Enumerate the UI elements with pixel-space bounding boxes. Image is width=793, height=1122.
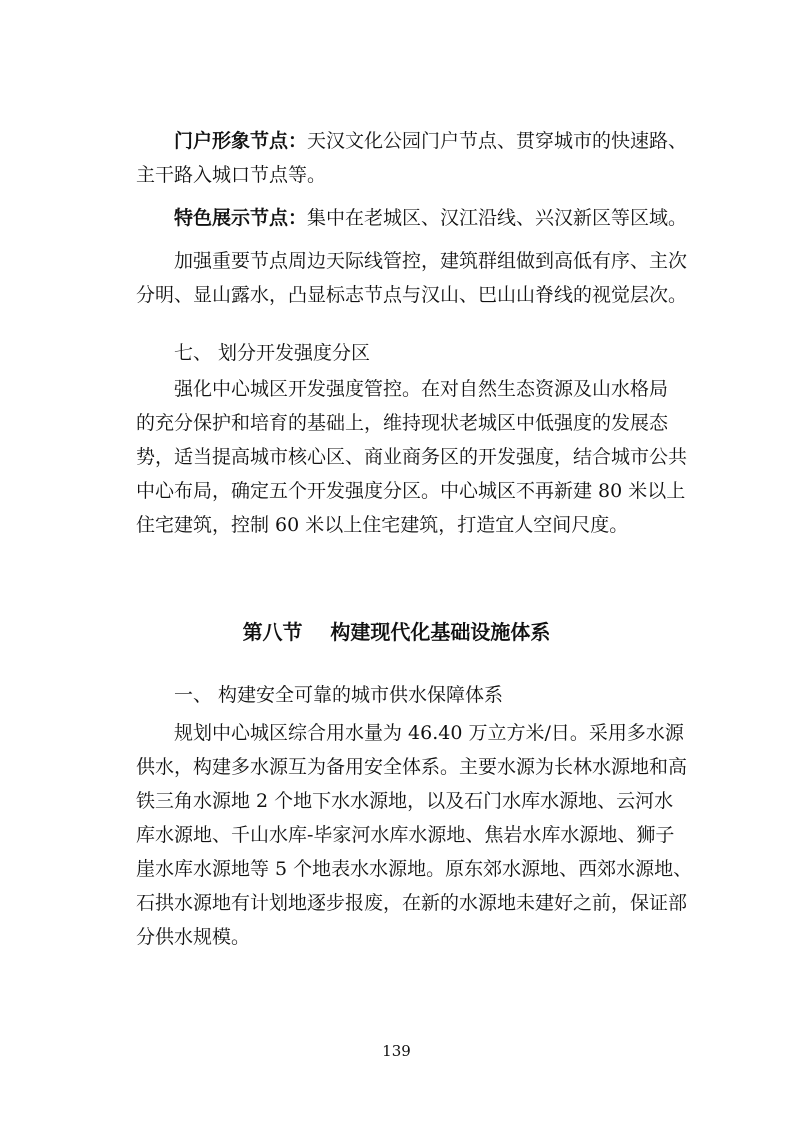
text-line: 石拱水源地有计划地逐步报废，在新的水源地未建好之前，保证部 [136, 892, 688, 914]
paragraph-gateway-nodes [136, 124, 696, 192]
text-line: 势，适当提高城市核心区、商业商务区的开发强度，结合城市公共 [136, 446, 688, 468]
heading-development-intensity [136, 336, 696, 370]
text-line: 库水源地、千山水库-毕家河水库水源地、焦岩水库水源地、狮子 [136, 824, 675, 846]
subheading: 一、 构建安全可靠的城市供水保障体系 [174, 684, 504, 706]
heading-water-supply [136, 678, 696, 712]
text-span: 天汉文化公园门户节点、贯穿城市的快速路、 [307, 130, 688, 152]
paragraph-water-sources [136, 716, 696, 954]
text-line: 分供水规模。 [136, 926, 251, 948]
paragraph-intensity-zones [136, 372, 696, 542]
subheading: 七、 划分开发强度分区 [174, 342, 371, 364]
text-line: 中心布局，确定五个开发强度分区。中心城区不再新建 80 米以上 [136, 480, 686, 502]
text-line: 的充分保护和培育的基础上，维持现状老城区中低强度的发展态 [136, 412, 669, 434]
paragraph-skyline-control [136, 244, 696, 312]
text-line: 分明、显山露水，凸显标志节点与汉山、巴山山脊线的视觉层次。 [136, 284, 688, 306]
text-line: 崖水库水源地等 5 个地表水水源地。原东郊水源地、西郊水源地、 [136, 858, 693, 880]
text-line [136, 201, 696, 235]
text-line: 主干路入城口节点等。 [136, 164, 327, 186]
text-line: 铁三角水源地 2 个地下水水源地，以及石门水库水源地、云河水 [136, 790, 674, 812]
paragraph-feature-nodes [136, 201, 696, 235]
text-line: 规划中心城区综合用水量为 46.40 万立方米/日。采用多水源 [174, 722, 684, 744]
bold-lead: 门户形象节点： [174, 130, 308, 152]
text-line: 强化中心城区开发强度管控。在对自然生态资源及山水格局 [174, 378, 669, 400]
bold-lead: 特色展示节点： [174, 207, 308, 229]
page-number: 139 [382, 1042, 411, 1060]
section-title: 第八节 构建现代化基础设施体系 [242, 620, 551, 644]
text-line: 供水，构建多水源互为备用安全体系。主要水源为长林水源地和高 [136, 756, 688, 778]
text-line: 住宅建筑，控制 60 米以上住宅建筑，打造宜人空间尺度。 [136, 514, 629, 536]
text-span: 集中在老城区、汉江沿线、兴汉新区等区域。 [307, 207, 688, 229]
text-line [136, 124, 696, 158]
text-line: 加强重要节点周边天际线管控，建筑群组做到高低有序、主次 [174, 250, 688, 272]
